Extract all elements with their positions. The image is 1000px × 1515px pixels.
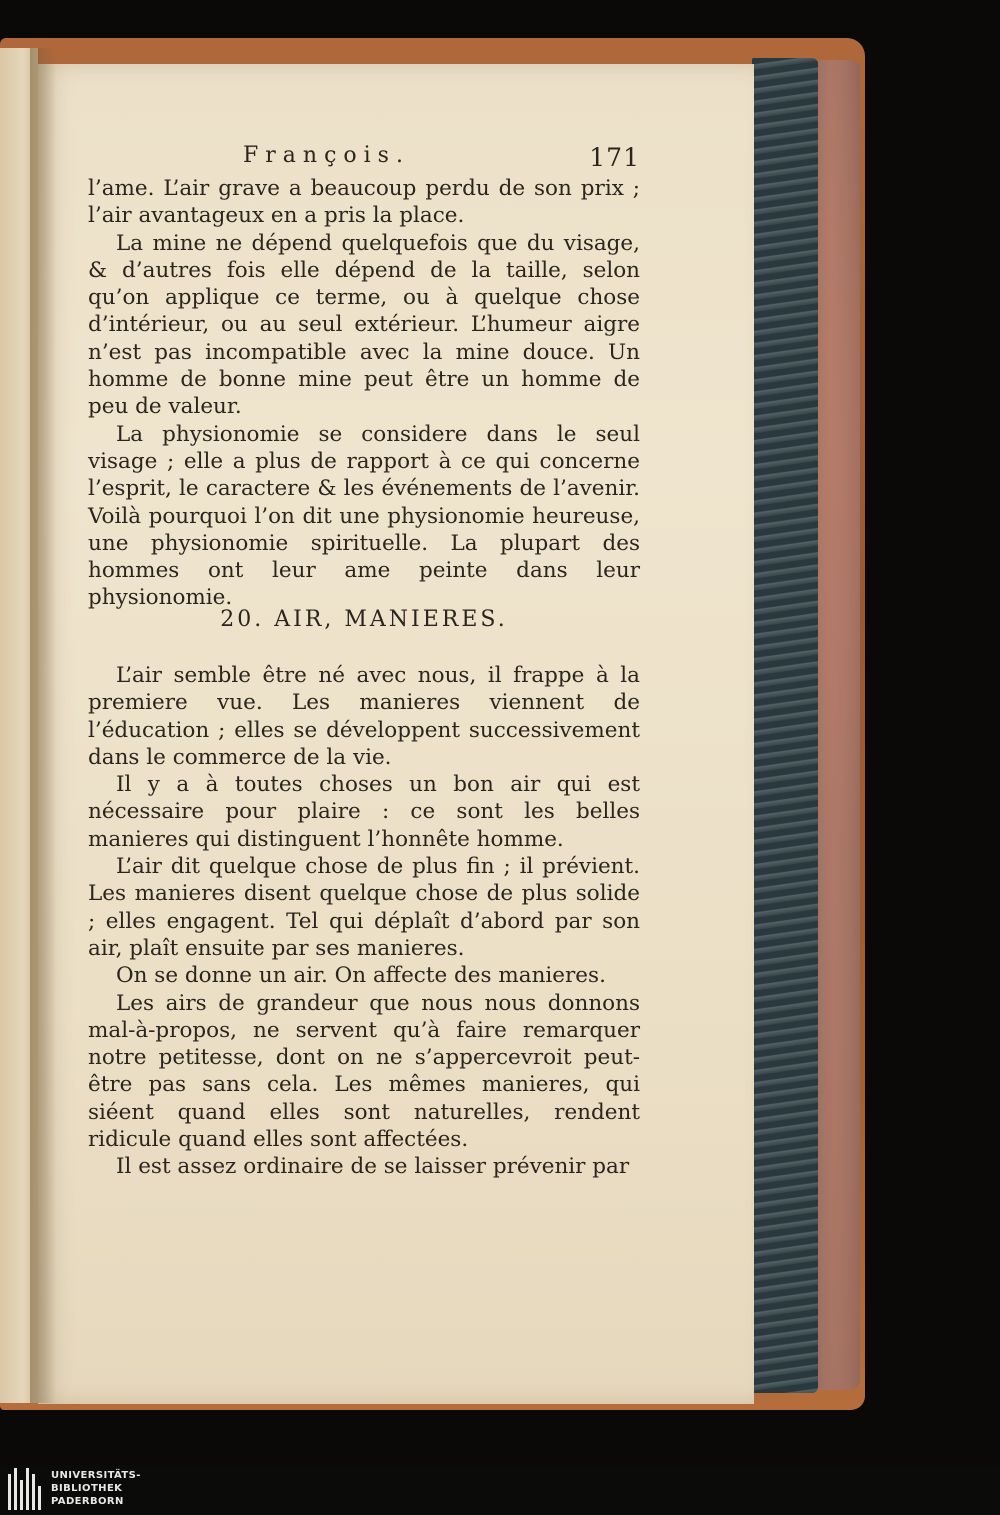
library-footer	[0, 1465, 1000, 1515]
marbled-edge	[818, 60, 860, 1390]
page-number: 171	[589, 143, 640, 172]
university-bars-icon	[8, 1468, 42, 1510]
section-paragraph-6: Il est assez ordinaire de se laisser prévenir par	[116, 1154, 630, 1180]
paragraph-2: La mine ne dépend quelquefois que du visage, & d’autres fois elle dépend de la taille, selon qu’on applique ce terme, ou à quelque chose d’intérieur, ou au seul extérieur. L’humeur aigre n’est pas incompatible avec la mine douce. Un homme de bonne mine peut être un homme de peu de valeur.	[88, 230, 640, 420]
library-logo-text	[51, 1469, 141, 1508]
logo-line-2: BIBLIOTHEK	[51, 1483, 123, 1494]
section-paragraph-5: Les airs de grandeur que nous nous donnons mal-à-propos, ne servent qu’à faire remarquer notre petitesse, dont on ne s’appercevroit peut-être pas sans cela. Les mêmes manieres, qui siéent quand elles sont naturelles, rendent ridicule quand elles sont affectées.	[88, 990, 640, 1153]
section-paragraph-1: L’air semble être né avec nous, il frappe à la premiere vue. Les manieres viennent de l’éducation ; elles se développent successivement dans le commerce de la vie.	[88, 663, 640, 770]
top-text-block	[88, 175, 640, 612]
logo-line-3: PADERBORN	[51, 1496, 124, 1507]
page-gutter	[30, 48, 56, 1403]
running-head-title: François.	[243, 143, 410, 168]
section-paragraph-2: Il y a à toutes choses un bon air qui est nécessaire pour plaire : ce sont les belles manieres qui distinguent l’honnête homme.	[88, 772, 640, 852]
running-head	[88, 143, 640, 173]
paragraph-3: La physionomie se considere dans le seul visage ; elle a plus de rapport à ce qui concerne l’esprit, le caractere & les événements de l’avenir. Voilà pourquoi l’on dit une physionomie heureuse, une physionomie spirituelle. La plupart des hommes ont leur ame peinte dans leur physionomie.	[88, 421, 640, 611]
page-fore-edge	[752, 58, 818, 1393]
section-paragraph-4: On se donne un air. On affecte des manieres.	[116, 963, 606, 989]
paragraph-1: l’ame. L’air grave a beaucoup perdu de son prix ; l’air avantageux en a pris la place.	[88, 176, 640, 229]
section-heading: 20. AIR, MANIERES.	[220, 607, 508, 632]
section-paragraph-3: L’air dit quelque chose de plus fin ; il prévient. Les manieres disent quelque chose de plus solide ; elles engagent. Tel qui déplaît d’abord par son air, plaît ensuite par ses manieres.	[88, 854, 640, 961]
logo-line-1: UNIVERSITÄTS-	[51, 1470, 141, 1481]
section-text-block	[88, 662, 640, 1181]
